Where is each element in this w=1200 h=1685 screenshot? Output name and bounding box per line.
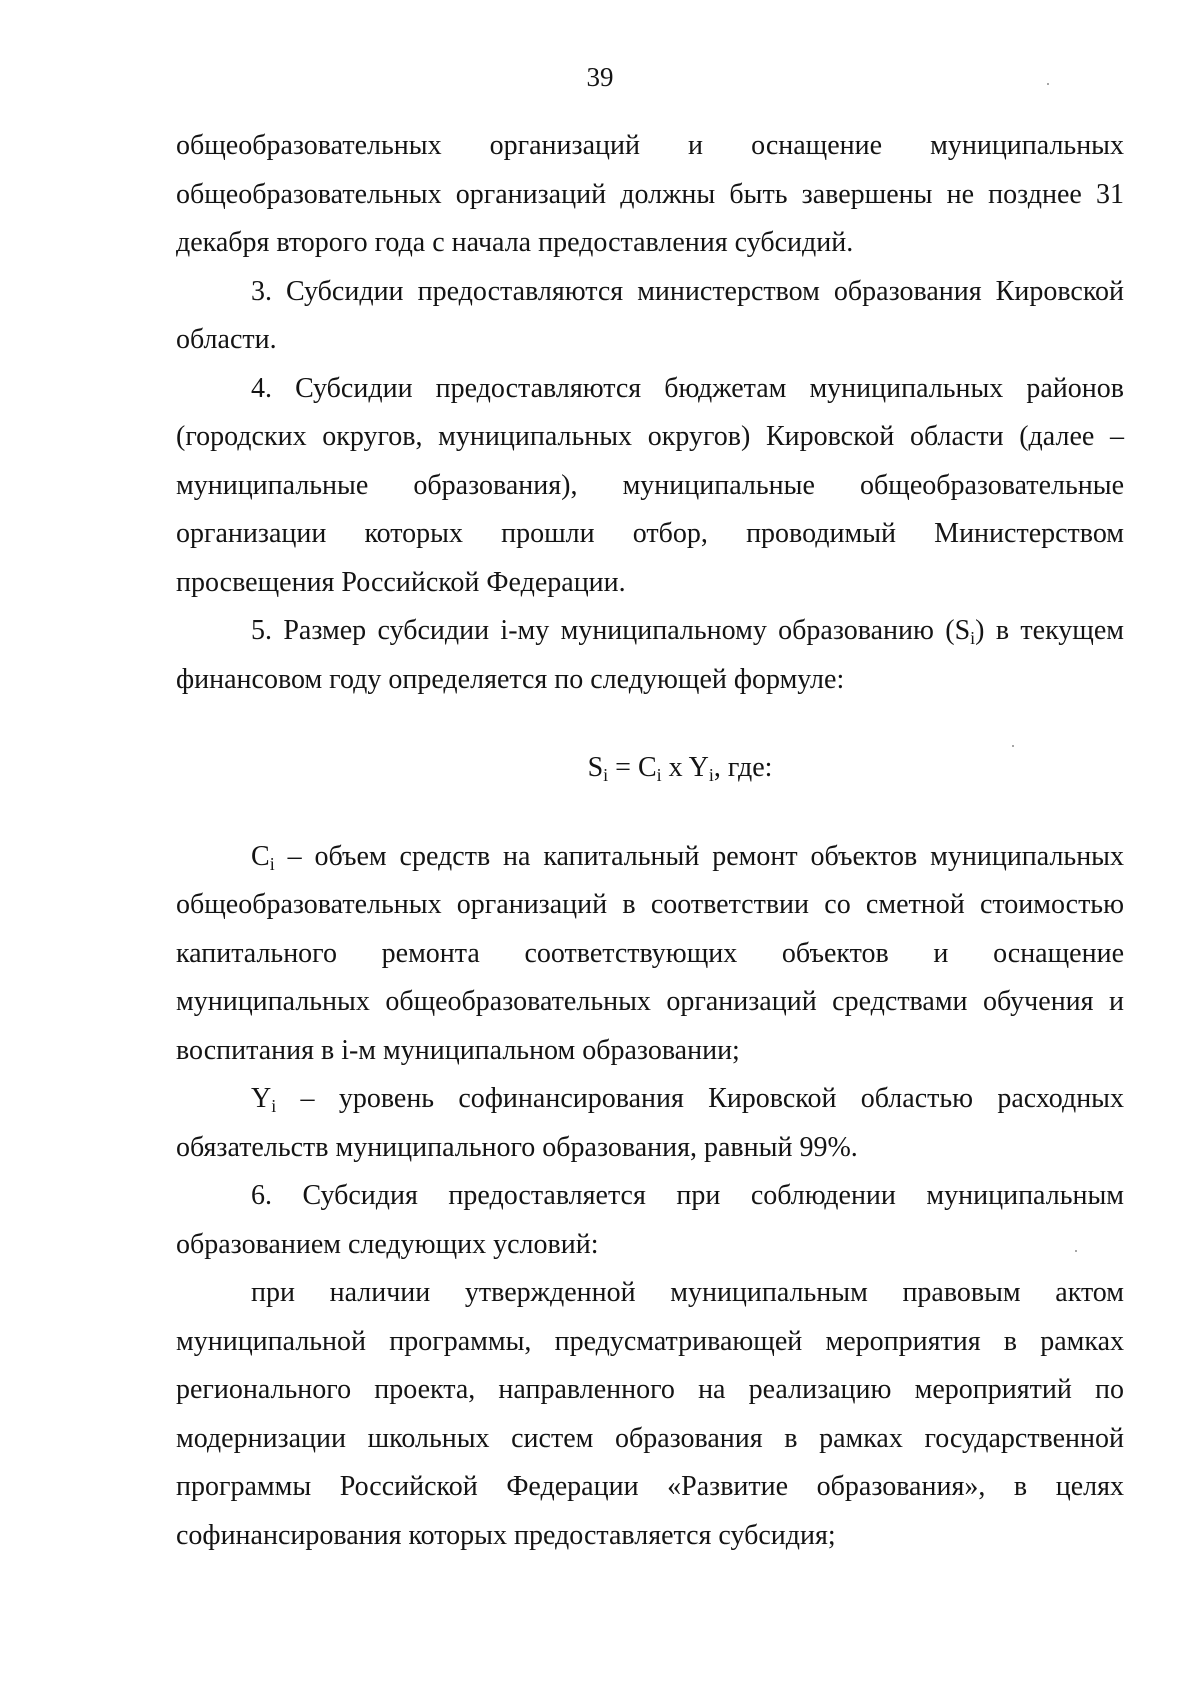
paragraph-5-text-before: 5. Размер субсидии i-му муниципальному образованию (S [251,615,971,646]
definition-c-subscript: i [269,853,275,874]
paragraph-5 [176,607,1124,704]
formula-c-subscript: i [656,765,662,785]
definition-c-symbol: C [251,840,270,872]
formula-s-subscript: i [603,765,609,785]
definition-y-symbol: Y [251,1083,272,1114]
paragraph-5-subscript: i [970,628,976,648]
definition-c-text: – объем средств на капитальный ремонт объектов муниципальных общеобразовательных организаций в соответствии со сметной стоимостью капитального ремонта соответствующих объектов и оснащение муниципальных общеобразовательных организаций средствами обучения и воспитания в i-м муниципальном образовании; [176,840,1124,1066]
definition-y [176,1075,1124,1172]
definition-y-text: – уровень софинансирования Кировской областью расходных обязательств муниципального образования, равный 99%. [176,1083,1124,1163]
document-body [176,122,1124,1560]
paragraph-5-text-after: ) в текущем финансовом году определяется по следующей формуле: [176,615,1124,695]
formula-mul: x Y [661,752,709,783]
scan-speck [1047,83,1049,85]
formula-tail: , где: [713,752,773,783]
formula-s: S [587,752,604,783]
paragraph-continuation: общеобразовательных организаций и оснащение муниципальных общеобразовательных организаций должны быть завершены не позднее 31 декабря второго года с начала предоставления субсидий. [176,130,1124,258]
page-number: 39 [586,62,614,92]
formula-y-subscript: i [708,765,714,785]
paragraph-6: 6. Субсидия предоставляется при соблюдении муниципальным образованием следующих условий: [176,1180,1124,1260]
definition-y-subscript: i [271,1096,277,1116]
formula-eq: = C [608,752,657,783]
paragraph-6-condition: при наличии утвержденной муниципальным правовым актом муниципальной программы, предусматривающей мероприятия в рамках регионального проекта, направленного на реализацию мероприятий по модернизации школьных систем образования в рамках государственной программы Российской Федерации «Развитие образования», в целях софинансирования которых предоставляется субсидия; [176,1277,1124,1551]
paragraph-3: 3. Субсидии предоставляются министерством образования Кировской области. [176,275,1124,355]
formula [176,744,1124,793]
paragraph-4: 4. Субсидии предоставляются бюджетам муниципальных районов (городских округов, муниципальных округов) Кировской области (далее – муниципальные образования), муниципальные общеобразовательные организации которых прошли отбор, проводимый Министерством просвещения Российской Федерации. [176,372,1124,598]
definition-c [176,833,1124,1076]
